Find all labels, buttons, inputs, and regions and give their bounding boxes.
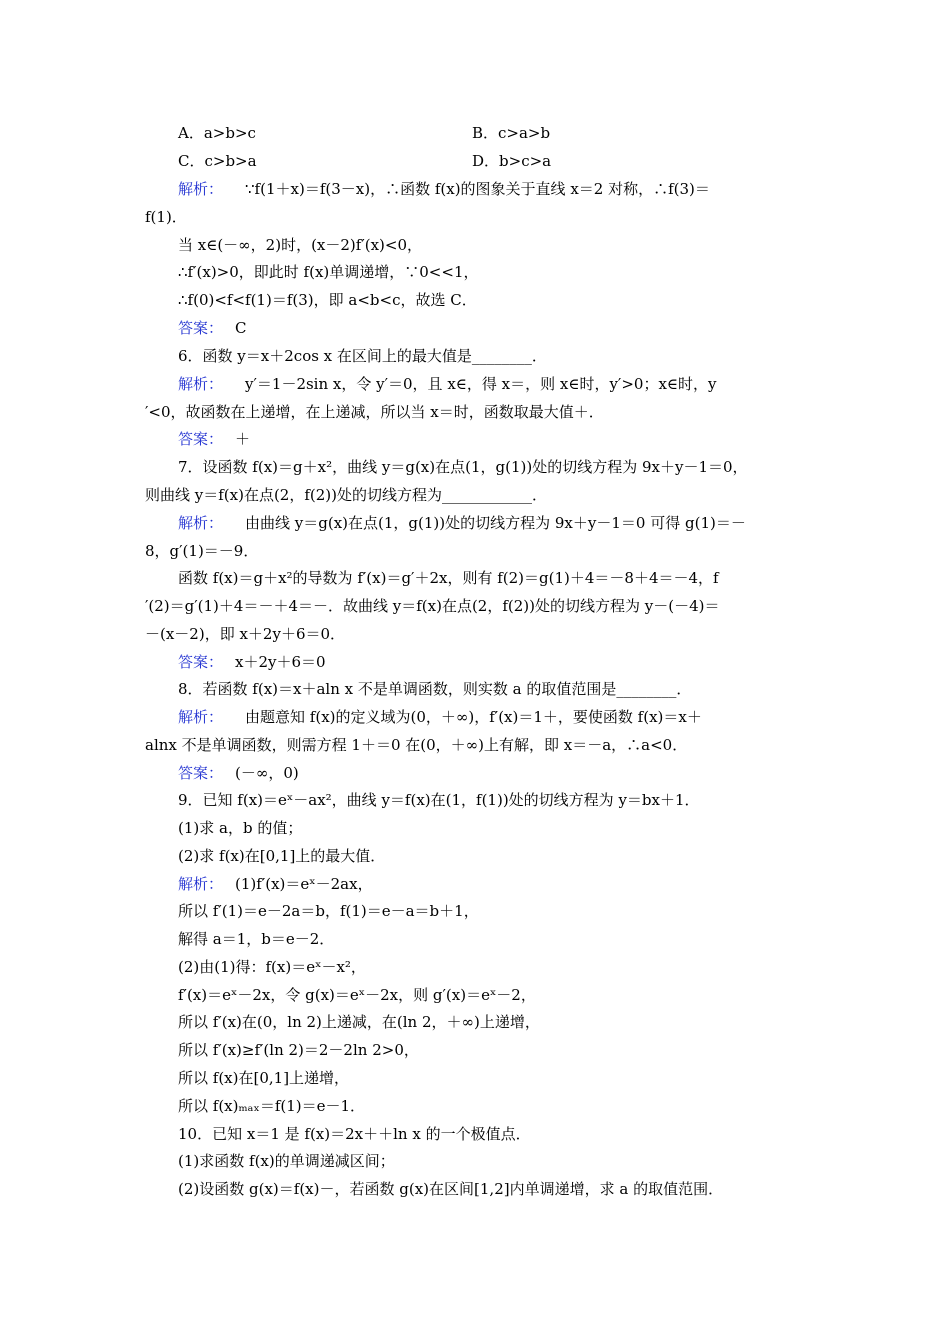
q7-analysis-line-1 [178, 513, 746, 533]
q9-analysis-line-5: f′(x)＝eˣ－2x，令 g(x)＝eˣ－2x，则 g′(x)＝eˣ－2， [178, 986, 536, 1004]
q8-answer [178, 763, 299, 783]
q5-analysis-line-4: ∴f′(x)>0，即此时 f(x)单调递增，∵0<<1， [178, 263, 479, 281]
q8-analysis-line-1 [178, 707, 702, 727]
q5-analysis-line-5: ∴f(0)<f<f(1)＝f(3)，即 a<b<c，故选 C． [178, 291, 477, 309]
q5-answer [178, 318, 247, 338]
q9-analysis-line-1 [178, 874, 373, 894]
q5-analysis-line-3: 当 x∈(－∞，2)时，(x－2)f′(x)<0， [178, 236, 423, 254]
answer-text: (－∞，0) [235, 764, 299, 782]
analysis-label: 解析： [178, 708, 224, 726]
q6-answer [178, 429, 250, 449]
q7-analysis-line-5: －(x－2)，即 x＋2y＋6＝0． [145, 625, 346, 643]
analysis-text: 由曲线 y＝g(x)在点(1，g(1))处的切线方程为 9x＋y－1＝0 可得 g(1)＝－ [245, 514, 746, 532]
analysis-label: 解析： [178, 180, 224, 198]
q7-analysis-line-4: ′(2)＝g′(1)＋4＝－＋4＝－．故曲线 y＝f(x)在点(2，f(2))处的切线方程为 y－(－4)＝ [145, 597, 720, 615]
q6-analysis-line-1 [178, 374, 716, 394]
q9-analysis-line-3: 解得 a＝1，b＝e－2． [178, 930, 335, 948]
answer-label: 答案： [178, 653, 224, 671]
option-a: A．a>b>c [178, 124, 256, 142]
q6-question: 6．函数 y＝x＋2cos x 在区间上的最大值是________． [178, 347, 547, 365]
answer-text: x＋2y＋6＝0 [235, 653, 326, 671]
q10-question-line-3: (2)设函数 g(x)＝f(x)－，若函数 g(x)在区间[1,2]内单调递增，求 a 的取值范围． [178, 1180, 724, 1198]
answer-text: C [235, 319, 247, 337]
q7-analysis-line-3: 函数 f(x)＝g＋x²的导数为 f′(x)＝g′＋2x，则有 f(2)＝g(1)＋4＝－8＋4＝－4，f [178, 569, 719, 587]
q9-analysis-line-6: 所以 f′(x)在(0，ln 2)上递减，在(ln 2，＋∞)上递增， [178, 1013, 540, 1031]
analysis-text: ∵f(1＋x)＝f(3－x)，∴函数 f(x)的图象关于直线 x＝2 对称，∴f(3)＝ [245, 180, 710, 198]
q9-analysis-line-2: 所以 f′(1)＝e－2a＝b，f(1)＝e－a＝b＋1， [178, 902, 479, 920]
q10-question-line-1: 10．已知 x＝1 是 f(x)＝2x＋＋ln x 的一个极值点． [178, 1125, 531, 1143]
q8-question: 8．若函数 f(x)＝x＋aln x 不是单调函数，则实数 a 的取值范围是________． [178, 680, 692, 698]
analysis-text: (1)f′(x)＝eˣ－2ax， [235, 875, 373, 893]
answer-text: ＋ [235, 430, 251, 448]
q9-analysis-line-7: 所以 f′(x)≥f′(ln 2)＝2－2ln 2>0， [178, 1041, 419, 1059]
q7-question-line-1: 7．设函数 f(x)＝g＋x²，曲线 y＝g(x)在点(1，g(1))处的切线方程为 9x＋y－1＝0， [178, 458, 748, 476]
q8-analysis-line-2: alnx 不是单调函数，则需方程 1＋＝0 在(0，＋∞)上有解，即 x＝－a，∴a<0． [145, 736, 688, 754]
q7-question-line-2: 则曲线 y＝f(x)在点(2，f(2))处的切线方程为____________． [145, 486, 548, 504]
q9-analysis-line-9: 所以 f(x)ₘₐₓ＝f(1)＝e－1． [178, 1097, 366, 1115]
q5-analysis-line-2: f(1)． [145, 208, 187, 226]
analysis-label: 解析： [178, 514, 224, 532]
option-c: C．c>b>a [178, 152, 257, 170]
answer-label: 答案： [178, 430, 224, 448]
q9-question-line-3: (2)求 f(x)在[0,1]上的最大值． [178, 847, 386, 865]
q7-answer [178, 652, 326, 672]
analysis-label: 解析： [178, 875, 224, 893]
answer-label: 答案： [178, 319, 224, 337]
q6-analysis-line-2: ′<0，故函数在上递增，在上递减，所以当 x＝时，函数取最大值＋． [145, 403, 604, 421]
q9-question-line-1: 9．已知 f(x)＝eˣ－ax²，曲线 y＝f(x)在(1，f(1))处的切线方程为 y＝bx＋1． [178, 791, 700, 809]
q7-analysis-line-2: 8，g′(1)＝－9． [145, 542, 259, 560]
q9-analysis-line-8: 所以 f(x)在[0,1]上递增， [178, 1069, 350, 1087]
analysis-text: y′＝1－2sin x，令 y′＝0，且 x∈，得 x＝，则 x∈时，y′>0；x∈时，y [245, 375, 717, 393]
q10-question-line-2: (1)求函数 f(x)的单调递减区间； [178, 1152, 395, 1170]
option-b: B．c>a>b [472, 124, 551, 142]
q9-analysis-line-4: (2)由(1)得：f(x)＝eˣ－x²， [178, 958, 366, 976]
analysis-text: 由题意知 f(x)的定义域为(0，＋∞)，f′(x)＝1＋，要使函数 f(x)＝x＋ [245, 708, 702, 726]
option-d: D．b>c>a [472, 152, 552, 170]
q9-question-line-2: (1)求 a，b 的值； [178, 819, 303, 837]
answer-label: 答案： [178, 764, 224, 782]
q5-analysis-line-1 [178, 179, 710, 199]
analysis-label: 解析： [178, 375, 224, 393]
